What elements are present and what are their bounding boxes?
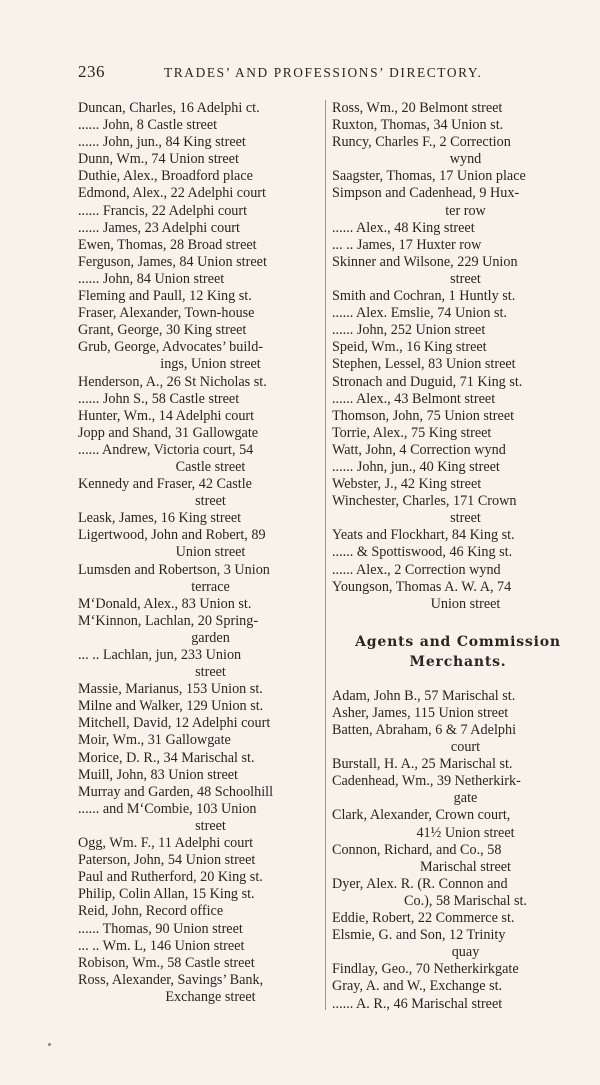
entry-line: Speid, Wm., 16 King street (332, 339, 487, 356)
directory-entry (78, 852, 328, 869)
entry-line: Robison, Wm., 58 Castle street (78, 954, 255, 971)
directory-entry (78, 921, 328, 938)
entry-continuation: street (195, 817, 226, 834)
directory-entry (78, 527, 328, 561)
entry-continuation: Marischal street (420, 858, 511, 875)
running-head: TRADES’ AND PROFESSIONS’ DIRECTORY. (164, 65, 483, 80)
directory-entry (332, 910, 584, 927)
entry-line: Ferguson, James, 84 Union street (78, 253, 267, 270)
entry-line: Runcy, Charles F., 2 Correction (332, 134, 511, 151)
directory-entry (78, 374, 328, 391)
entry-line: ...... and M‘Combie, 103 Union (78, 800, 257, 817)
entry-continuation: court (450, 739, 481, 756)
directory-entry (78, 732, 328, 749)
directory-entry (78, 886, 328, 903)
entry-line: ...... John, 84 Union street (78, 270, 225, 287)
directory-entry (332, 722, 584, 756)
entry-continuation: street (450, 270, 481, 287)
entry-line: Thomson, John, 75 Union street (332, 407, 515, 424)
entry-line: Smith and Cochran, 1 Huntly st. (332, 288, 516, 305)
directory-entry (78, 322, 328, 339)
entry-line: ...... John, jun., 40 King street (332, 458, 500, 475)
entry-line: Lumsden and Robertson, 3 Union (78, 561, 270, 578)
directory-entry (78, 185, 328, 202)
entry-continuation: terrace (191, 578, 230, 595)
entry-continuation: Union street (175, 544, 246, 561)
directory-entry (78, 972, 328, 1006)
entry-continuation: wynd (449, 151, 482, 168)
directory-entry (78, 442, 328, 476)
directory-entry (332, 544, 584, 561)
entry-line: ...... Andrew, Victoria court, 54 (78, 441, 254, 458)
entry-line: Mitchell, David, 12 Adelphi court (78, 715, 271, 732)
entry-line: Adam, John B., 57 Marischal st. (332, 687, 516, 704)
directory-entry (332, 978, 584, 995)
directory-entry (332, 339, 584, 356)
directory-entry (78, 391, 328, 408)
directory-entry (332, 705, 584, 722)
directory-entry (332, 374, 584, 391)
entry-line: Dyer, Alex. R. (R. Connon and (332, 875, 508, 892)
directory-entry (332, 493, 584, 527)
entry-line: M‘Donald, Alex., 83 Union st. (78, 595, 252, 612)
directory-entry (332, 773, 584, 807)
directory-entry (332, 220, 584, 237)
directory-entry (78, 288, 328, 305)
ink-speck (48, 1043, 51, 1046)
entry-line: Hunter, Wm., 14 Adelphi court (78, 407, 255, 424)
entry-line: Stronach and Duguid, 71 King st. (332, 373, 523, 390)
entry-continuation: street (195, 493, 226, 510)
directory-entry (332, 459, 584, 476)
entry-line: Leask, James, 16 King street (78, 510, 242, 527)
directory-entry (78, 117, 328, 134)
entry-line: ... .. Lachlan, jun, 233 Union (78, 647, 242, 663)
entry-continuation: street (450, 510, 481, 527)
directory-entry (332, 961, 584, 978)
entry-line: Philip, Colin Allan, 15 King st. (78, 886, 255, 903)
directory-entry (78, 168, 328, 185)
entry-continuation: gate (453, 790, 478, 807)
entry-line: Paul and Rutherford, 20 King st. (78, 869, 263, 886)
entry-line: ...... & Spottiswood, 46 King st. (332, 544, 513, 561)
directory-entry (78, 955, 328, 972)
directory-entry (78, 698, 328, 715)
entry-continuation: ings, Union street (160, 356, 261, 373)
directory-entry (78, 562, 328, 596)
entry-line: Duncan, Charles, 16 Adelphi ct. (78, 100, 260, 116)
entry-line: Torrie, Alex., 75 King street (332, 424, 492, 441)
directory-entry (78, 339, 328, 373)
entry-line: ...... Francis, 22 Adelphi court (78, 202, 248, 219)
directory-entry (332, 807, 584, 841)
entry-line: Henderson, A., 26 St Nicholas st. (78, 373, 267, 390)
directory-entry (78, 835, 328, 852)
entry-line: Cadenhead, Wm., 39 Netherkirk- (332, 773, 521, 790)
entry-line: ... .. James, 17 Huxter row (332, 236, 482, 253)
directory-entry (78, 938, 328, 955)
directory-entry (78, 596, 328, 613)
entry-line: Saagster, Thomas, 17 Union place (332, 168, 526, 185)
section-heading-line-1: Agents and Commission (355, 633, 561, 650)
entry-line: ...... John, 8 Castle street (78, 117, 218, 134)
directory-entry (78, 750, 328, 767)
entry-line: Webster, J., 42 King street (332, 476, 482, 493)
directory-entry (78, 254, 328, 271)
entry-line: Fraser, Alexander, Town-house (78, 305, 255, 322)
right-column (332, 100, 584, 1013)
entry-line: ...... Thomas, 90 Union street (78, 920, 243, 937)
entry-line: Gray, A. and W., Exchange st. (332, 978, 503, 995)
directory-entry (78, 647, 328, 681)
entry-line: Ligertwood, John and Robert, 89 (78, 527, 266, 544)
directory-entry (78, 134, 328, 151)
entry-line: Murray and Garden, 48 Schoolhill (78, 783, 274, 800)
section-heading-line-2: Merchants. (409, 653, 507, 670)
section-heading (332, 632, 584, 672)
directory-entry (332, 876, 584, 910)
directory-entry (332, 442, 584, 459)
directory-entry (332, 562, 584, 579)
directory-entry (78, 203, 328, 220)
entry-line: Batten, Abraham, 6 & 7 Adelphi (332, 722, 517, 738)
entry-continuation: Union street (430, 595, 501, 612)
entry-line: Clark, Alexander, Crown court, (332, 807, 511, 824)
entry-line: Milne and Walker, 129 Union st. (78, 698, 264, 715)
directory-entry (332, 117, 584, 134)
right-column-entries (332, 100, 584, 613)
entry-line: Youngson, Thomas A. W. A, 74 (332, 578, 512, 595)
entry-line: ...... John, 252 Union street (332, 322, 486, 339)
directory-entry (78, 869, 328, 886)
left-column (78, 100, 328, 1006)
directory-entry (78, 715, 328, 732)
directory-entry (332, 168, 584, 185)
entry-line: Eddie, Robert, 22 Commerce st. (332, 910, 515, 927)
directory-entry (332, 579, 584, 613)
entry-line: Dunn, Wm., 74 Union street (78, 151, 239, 168)
entry-continuation: garden (191, 629, 230, 646)
entry-line: ...... James, 23 Adelphi court (78, 219, 240, 236)
entry-line: Ruxton, Thomas, 34 Union st. (332, 117, 504, 134)
entry-line: Moir, Wm., 31 Gallowgate (78, 732, 231, 749)
entry-line: Grant, George, 30 King street (78, 322, 247, 339)
directory-entry (332, 134, 584, 168)
entry-line: Watt, John, 4 Correction wynd (332, 441, 506, 458)
entry-line: Winchester, Charles, 171 Crown (332, 493, 517, 510)
entry-line: Ross, Alexander, Savings’ Bank, (78, 971, 264, 988)
directory-entry (78, 476, 328, 510)
entry-line: ... .. Wm. L, 146 Union street (78, 937, 245, 954)
directory-entry (332, 527, 584, 544)
directory-entry (332, 254, 584, 288)
directory-entry (332, 408, 584, 425)
directory-entry (332, 756, 584, 773)
entry-continuation: street (195, 664, 226, 681)
entry-line: Ogg, Wm. F., 11 Adelphi court (78, 835, 254, 852)
entry-line: Findlay, Geo., 70 Netherkirkgate (332, 961, 519, 978)
directory-entry (332, 425, 584, 442)
directory-entry (78, 784, 328, 801)
entry-continuation: 41½ Union street (416, 824, 515, 841)
directory-entry (78, 237, 328, 254)
directory-entry (332, 476, 584, 493)
directory-entry (78, 613, 328, 647)
directory-entry (78, 408, 328, 425)
entry-continuation: ter row (445, 202, 486, 219)
entry-continuation: Exchange street (165, 988, 256, 1005)
entry-line: Connon, Richard, and Co., 58 (332, 841, 502, 858)
directory-entry (78, 100, 328, 117)
entry-continuation: Castle street (175, 458, 246, 475)
directory-entry (332, 322, 584, 339)
directory-entry (332, 391, 584, 408)
directory-entry (332, 356, 584, 373)
entry-line: Stephen, Lessel, 83 Union street (332, 356, 516, 373)
directory-entry (332, 185, 584, 219)
directory-entry (332, 688, 584, 705)
entry-line: ...... Alex., 48 King street (332, 219, 475, 236)
directory-entry (78, 151, 328, 168)
entry-line: Ewen, Thomas, 28 Broad street (78, 236, 257, 253)
page-number: 236 (78, 62, 105, 81)
entry-continuation: Co.), 58 Marischal st. (404, 892, 527, 909)
entry-line: Ross, Wm., 20 Belmont street (332, 100, 503, 116)
entry-line: ...... A. R., 46 Marischal street (332, 995, 503, 1012)
entry-line: Paterson, John, 54 Union street (78, 852, 256, 869)
entry-line: ...... Alex. Emslie, 74 Union st. (332, 305, 507, 322)
section-entries (332, 688, 584, 1013)
entry-line: Yeats and Flockhart, 84 King st. (332, 527, 515, 544)
directory-entry (78, 305, 328, 322)
entry-line: Kennedy and Fraser, 42 Castle (78, 476, 252, 493)
entry-line: M‘Kinnon, Lachlan, 20 Spring- (78, 612, 259, 629)
directory-entry (332, 305, 584, 322)
directory-entry (332, 927, 584, 961)
entry-line: Jopp and Shand, 31 Gallowgate (78, 424, 259, 441)
directory-entry (332, 996, 584, 1013)
directory-entry (78, 801, 328, 835)
directory-entry (78, 220, 328, 237)
entry-line: ...... John, jun., 84 King street (78, 134, 246, 151)
directory-entry (78, 425, 328, 442)
entry-line: Grub, George, Advocates’ build- (78, 339, 264, 356)
directory-entry (78, 681, 328, 698)
entry-line: Muill, John, 83 Union street (78, 766, 238, 783)
entry-line: Simpson and Cadenhead, 9 Hux- (332, 185, 520, 202)
entry-line: Asher, James, 115 Union street (332, 704, 509, 721)
page-header (72, 62, 592, 90)
entry-line: Skinner and Wilsone, 229 Union (332, 253, 518, 270)
directory-entry (332, 842, 584, 876)
entry-line: Reid, John, Record office (78, 903, 224, 920)
directory-entry (78, 767, 328, 784)
entry-line: Burstall, H. A., 25 Marischal st. (332, 756, 513, 773)
entry-line: Massie, Marianus, 153 Union st. (78, 681, 263, 698)
entry-line: ...... Alex., 43 Belmont street (332, 390, 496, 407)
directory-entry (332, 100, 584, 117)
entry-line: Elsmie, G. and Son, 12 Trinity (332, 927, 506, 944)
entry-line: ...... John S., 58 Castle street (78, 390, 240, 407)
directory-entry (78, 510, 328, 527)
directory-entry (78, 271, 328, 288)
entry-line: Duthie, Alex., Broadford place (78, 168, 253, 185)
directory-entry (332, 288, 584, 305)
entry-line: ...... Alex., 2 Correction wynd (332, 561, 501, 578)
column-divider (325, 100, 326, 1010)
entry-continuation: quay (451, 944, 480, 961)
directory-entry (78, 903, 328, 920)
entry-line: Fleming and Paull, 12 King st. (78, 288, 252, 305)
entry-line: Morice, D. R., 34 Marischal st. (78, 749, 255, 766)
entry-line: Edmond, Alex., 22 Adelphi court (78, 185, 266, 202)
directory-entry (332, 237, 584, 254)
